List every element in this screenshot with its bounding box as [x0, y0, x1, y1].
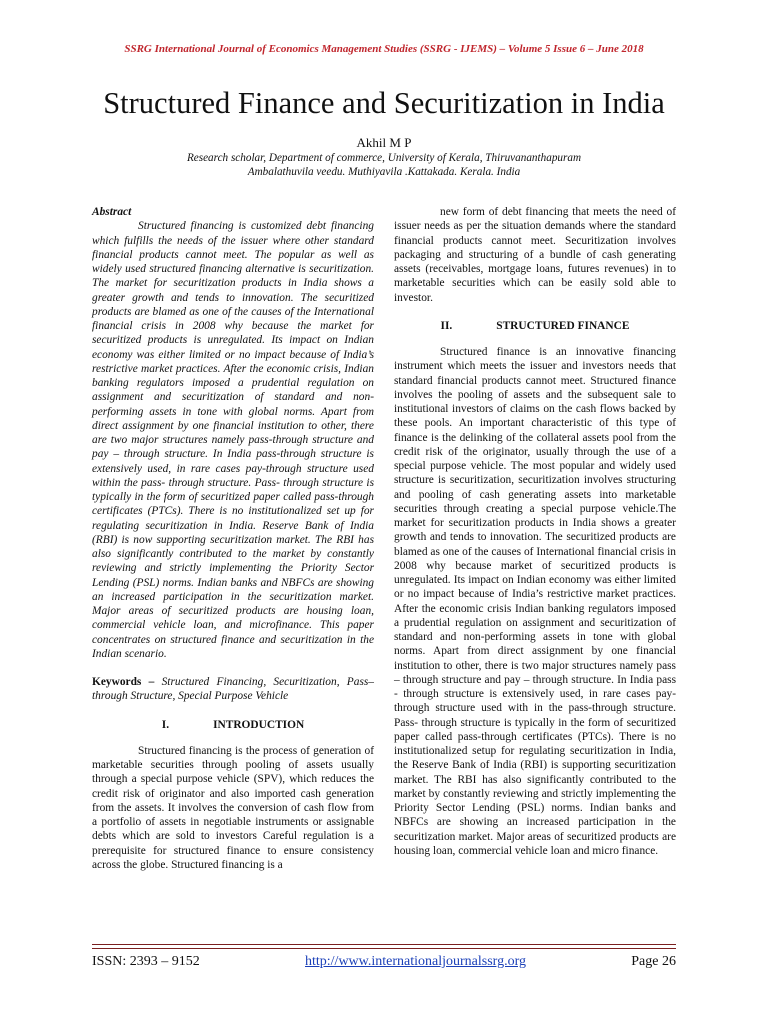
keywords	[92, 675, 374, 704]
footer-journal-link[interactable]: http://www.internationaljournalssrg.org	[305, 954, 526, 969]
abstract-text: Structured financing is customized debt financing which fulfills the needs of the issuer where other standard financial products cannot meet. The popular as well as widely used structured financing alternative is securitization. The market for securitization products in India shows a greater growth and tends to innovation. The securitized products are blamed as one of the causes of the International financial crisis in 2008 why because the market for securitized products is unregulated. Its impact on Indian economy was either limited or no impact because of India’s restrictive market practices. After the economic crisis, Indian banking regulators imposed a prudential regulation on assignment and securitization of standard and non-performing assets in tone with global norms. Apart from direct assignment by one financial institution to other, there are two major structures namely pass-through structure and pay – through structure. In India pass-through structure is extensively used, in rare cases pay-through structure used within the pass- through structure. Pass- through structure is typically in the form of securitized paper called pass-through certificates (PTCs). There is no institutionalized set up for regulating securitization in India. Reserve Bank of India (RBI) is now supporting securitization market. The RBI has also significantly contributed to the market by constantly reviewing and strictly implementing the Priority Sector Lending (PSL) norms. Indian banks and NBFCs are showing an increased participation in the securitization market. Major areas of securitized products are housing loan, commercial vehicle loan, and microfinance. This paper concentrates on structured finance and securitization in the Indian scenario.	[92, 220, 374, 660]
abstract-heading: Abstract	[92, 206, 132, 218]
footer-issn: ISSN: 2393 – 9152	[92, 954, 200, 969]
left-column	[92, 205, 374, 872]
section-number: I.	[161, 718, 170, 731]
footer-rule-thin	[92, 948, 676, 949]
introduction-continuation: new form of debt financing that meets the need of issuer needs as per the situation demands where the standard financial products cannot meet. Securitization involves packaging and structuring of a bundle of cash generating assets (receivables, mortgage loans, futures revenues) in to marketable securities which can be easily sold able to investor.	[394, 206, 676, 304]
keywords-text: Structured Financing, Securitization, Pass–through Structure, Special Purpose Vehicle	[92, 676, 375, 703]
author-affiliation: Research scholar, Department of commerce, University of Kerala, Thiruvananthapuram	[186, 152, 582, 164]
section-number: II.	[440, 319, 453, 332]
right-column	[394, 205, 676, 858]
author-address: Ambalathuvila veedu. Muthiyavila .Kattakada. Kerala. India	[247, 166, 521, 178]
introduction-text: Structured financing is the process of generation of marketable securities through pooling of assets usually through a special purpose vehicle (SPV), which reduces the credit risk of originator and also imported cash generation from the assets. It involves the conversion of cash flow from a portfolio of assets in negotiable instruments or assignable debts which are sold to investors Careful regulation is a prerequisite for structured finance to ensure consistency across the globe. Structured financing is a	[92, 744, 374, 871]
section-heading-introduction	[92, 718, 374, 732]
journal-header: SSRG International Journal of Economics Management Studies (SSRG - IJEMS) – Volume 5 Issue 6 – June 2018	[124, 43, 644, 55]
section-title: STRUCTURED FINANCE	[496, 319, 630, 332]
keywords-label: Keywords –	[92, 676, 155, 688]
section-heading-structured-finance	[394, 319, 676, 333]
paper-title: Structured Finance and Securitization in India	[103, 86, 665, 120]
section-title: INTRODUCTION	[213, 718, 305, 731]
structured-finance-text: Structured finance is an innovative financing instrument which meets the issuer and investors needs that standard financial products cannot meet. Structured finance involves the pooling of assets and the subsequent sale to institutional investors of claims on the cash flows backed by these pools. An important characteristic of this type of finance is the delinking of the collateral assets pool from the credit risk of the originator, usually through the use of a special purpose vehicle. The most popular and widely used structure is securitization, securitization involves structuring and pooling of cash generating assets into marketable securities through creating a special purpose vehicle.The market for securitization products in India shows a greater growth and tends to innovation. The securitized products are blamed as one of the causes of International financial crisis in 2008 why because market of securitized products is unregulated. Its impact on Indian economy was either limited or no impact because of India’s restrictive market practices. After the economic crisis Indian banking regulators imposed a prudential regulation on assignment and securitization of standard and non-performing assets in tone with global norms. Apart from direct assignment by one financial institution to other, there is two major structures namely pass – through structure and pay – through structure. In India pass - through structure is extensively used, in rare cases pay-through structure used with in the pass-through structure. Pass- through structure is typically in the form of securitized paper called pass-through certificates (PTCs). There is no institutionalized setup for regulating securitization in India, the Reserve Bank of India (RBI) is supporting securitization market. The RBI has also significantly contributed to the market by constantly reviewing and strictly implementing the Priority Sector Lending (PSL) norms. Indian banks and NBFCs are showing an increased participation in the securitization market. Major areas of securitized products are housing loan, commercial vehicle loan and micro finance.	[394, 346, 676, 857]
page-footer	[92, 954, 676, 970]
footer-page-number: Page 26	[631, 954, 676, 969]
author-name: Akhil M P	[356, 135, 412, 150]
footer-rule	[92, 944, 676, 945]
